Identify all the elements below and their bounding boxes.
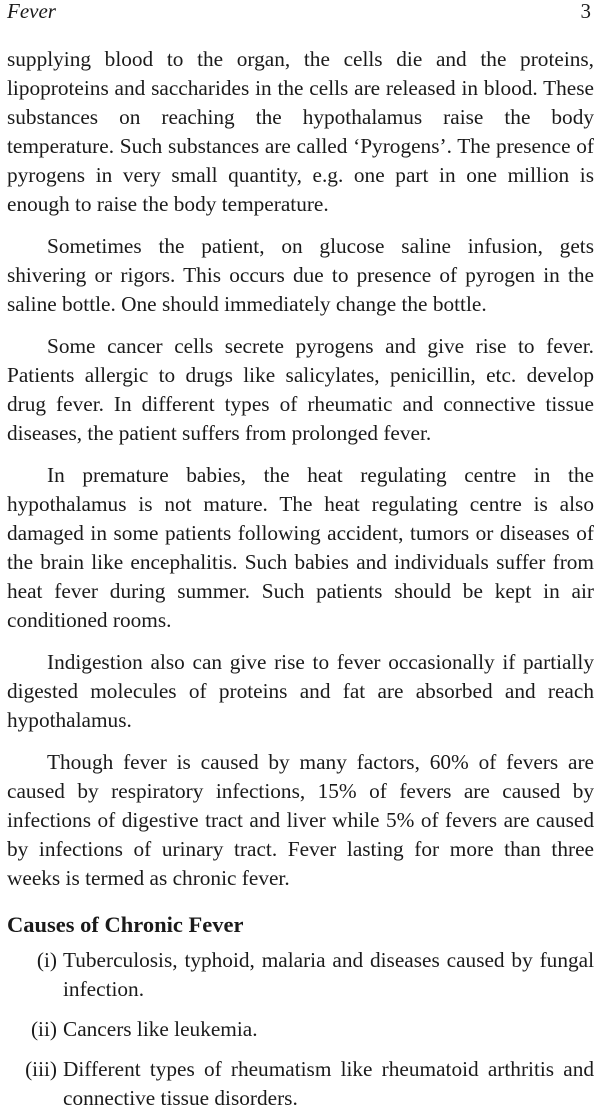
list-item xyxy=(7,946,594,1004)
running-title: Fever xyxy=(7,0,56,23)
paragraph-premature-babies: In premature babies, the heat regulating centre in the hypothalamus is not mature. The heat regulating centre is also damaged in some patients following accident, tumors or diseases of the brain like encephalitis. Such babies and individuals suffer from heat fever during summer. Such patients should be kept in air conditioned rooms. xyxy=(7,463,594,632)
paragraph-fever-statistics: Though fever is caused by many factors, 60% of fevers are caused by respiratory infections, 15% of fevers are caused by infections of digestive tract and liver while 5% of fevers are caused by infections of urinary tract. Fever lasting for more than three weeks is termed as chronic fever. xyxy=(7,750,594,890)
paragraph-saline-infusion: Sometimes the patient, on glucose saline infusion, gets shivering or rigors. This occurs due to presence of pyrogen in the saline bottle. One should immediately change the bottle. xyxy=(7,234,594,316)
section-heading: Causes of Chronic Fever xyxy=(7,912,244,937)
list-marker: (i) xyxy=(36,948,57,972)
list-marker: (ii) xyxy=(30,1017,57,1041)
page-number: 3 xyxy=(580,0,591,23)
paragraph-continuation: supplying blood to the organ, the cells die and the proteins, lipoproteins and saccharides in the cells are released in blood. These substances on reaching the hypothalamus raise the body temperature. Such substances are called ‘Pyrogens’. The presence of pyrogens in very small quantity, e.g. one part in one million is enough to raise the body temperature. xyxy=(7,47,594,216)
list-item-text: Cancers like leukemia. xyxy=(63,1017,258,1041)
running-head xyxy=(7,0,594,24)
list-item-text: Tuberculosis, typhoid, malaria and diseases caused by fungal infection. xyxy=(63,948,594,1001)
body-text xyxy=(7,45,594,1113)
list-item-text: Different types of rheumatism like rheumatoid arthritis and connective tissue disorders. xyxy=(63,1057,594,1110)
list-item xyxy=(7,1015,594,1044)
causes-list xyxy=(7,946,594,1113)
paragraph-cancer-drug-fever: Some cancer cells secrete pyrogens and give rise to fever. Patients allergic to drugs like salicylates, penicillin, etc. develop drug fever. In different types of rheumatic and connective tissue diseases, the patient suffers from prolonged fever. xyxy=(7,334,594,445)
list-marker: (iii) xyxy=(25,1057,57,1081)
paragraph-indigestion: Indigestion also can give rise to fever occasionally if partially digested molecules of proteins and fat are absorbed and reach hypothalamus. xyxy=(7,650,594,732)
list-item xyxy=(7,1055,594,1113)
